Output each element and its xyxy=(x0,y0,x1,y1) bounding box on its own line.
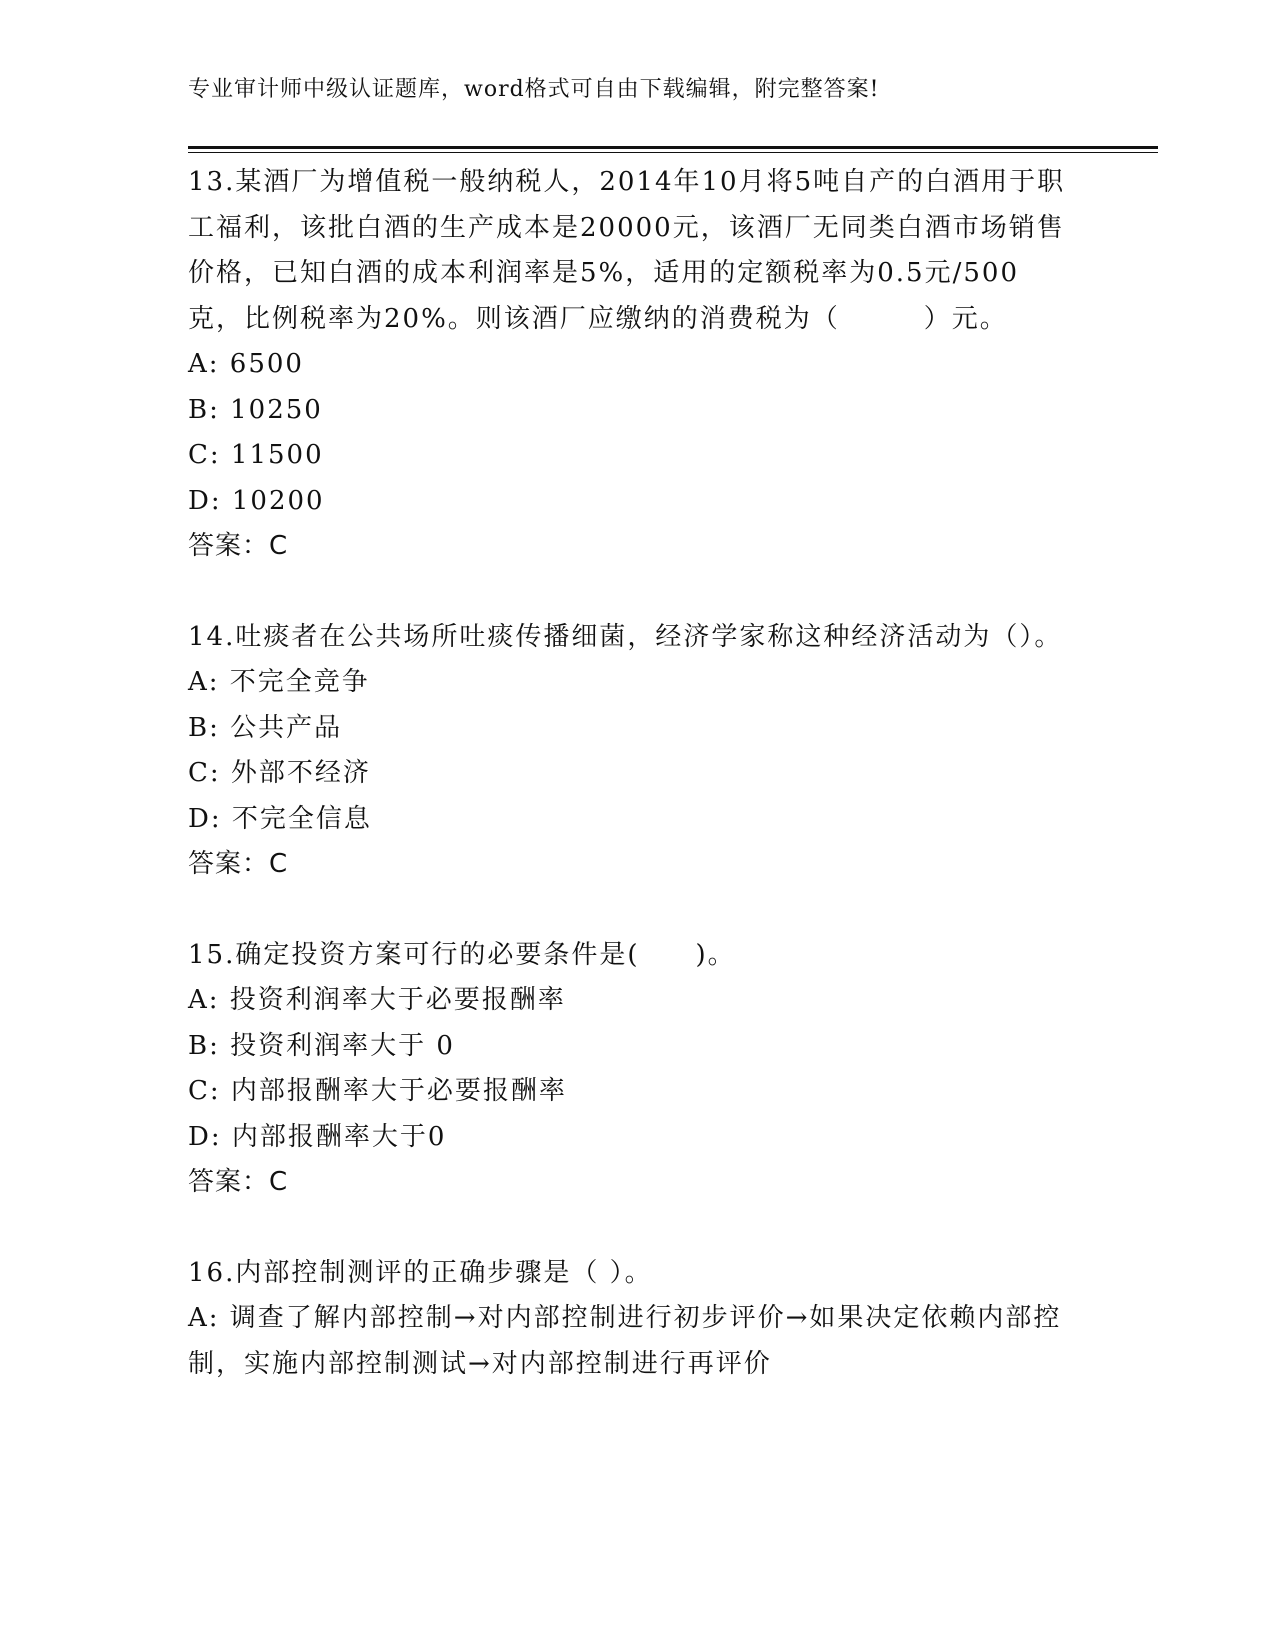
spacer xyxy=(188,888,1068,933)
header-rule-thick xyxy=(188,146,1158,149)
question-stem: 15.确定投资方案可行的必要条件是( )。 xyxy=(188,939,736,970)
option-a: A: 6500 xyxy=(188,349,304,379)
header-rule-thin xyxy=(188,152,1158,153)
question-16 xyxy=(188,1251,1068,1388)
answer: 答案：C xyxy=(188,1167,289,1197)
option-c: C: 外部不经济 xyxy=(188,758,371,788)
option-d: D: 内部报酬率大于0 xyxy=(188,1121,447,1152)
spacer xyxy=(188,570,1068,615)
answer: 答案：C xyxy=(188,849,289,879)
option-a: A: 不完全竞争 xyxy=(188,667,370,697)
option-d: D: 10200 xyxy=(188,485,325,516)
option-d: D: 不完全信息 xyxy=(188,803,372,834)
question-list xyxy=(188,160,1068,1387)
question-13 xyxy=(188,160,1068,570)
answer: 答案：C xyxy=(188,531,289,561)
option-b: B: 投资利润率大于 0 xyxy=(188,1030,455,1061)
question-14 xyxy=(188,615,1068,888)
option-a: A: 投资利润率大于必要报酬率 xyxy=(188,985,566,1015)
option-b: B: 10250 xyxy=(188,394,323,425)
option-c: C: 内部报酬率大于必要报酬率 xyxy=(188,1076,567,1106)
spacer xyxy=(188,1206,1068,1251)
option-c: C: 11500 xyxy=(188,440,324,470)
question-stem: 14.吐痰者在公共场所吐痰传播细菌，经济学家称这种经济活动为（）。 xyxy=(188,621,1063,652)
page-header: 专业审计师中级认证题库，word格式可自由下载编辑，附完整答案! xyxy=(188,77,880,102)
option-a: A: 调查了解内部控制→对内部控制进行初步评价→如果决定依赖内部控制，实施内部控制测试→对内部控制进行再评价 xyxy=(188,1303,1062,1379)
question-15 xyxy=(188,933,1068,1206)
question-stem: 13.某酒厂为增值税一般纳税人，2014年10月将5吨自产的白酒用于职工福利，该批白酒的生产成本是20000元，该酒厂无同类白酒市场销售价格，已知白酒的成本利润率是5%，适用的定额税率为0.5元/500克，比例税率为20%。则该酒厂应缴纳的消费税为（ ）元。 xyxy=(188,167,1066,334)
option-b: B: 公共产品 xyxy=(188,712,343,743)
question-stem: 16.内部控制测评的正确步骤是（ ）。 xyxy=(188,1257,653,1288)
